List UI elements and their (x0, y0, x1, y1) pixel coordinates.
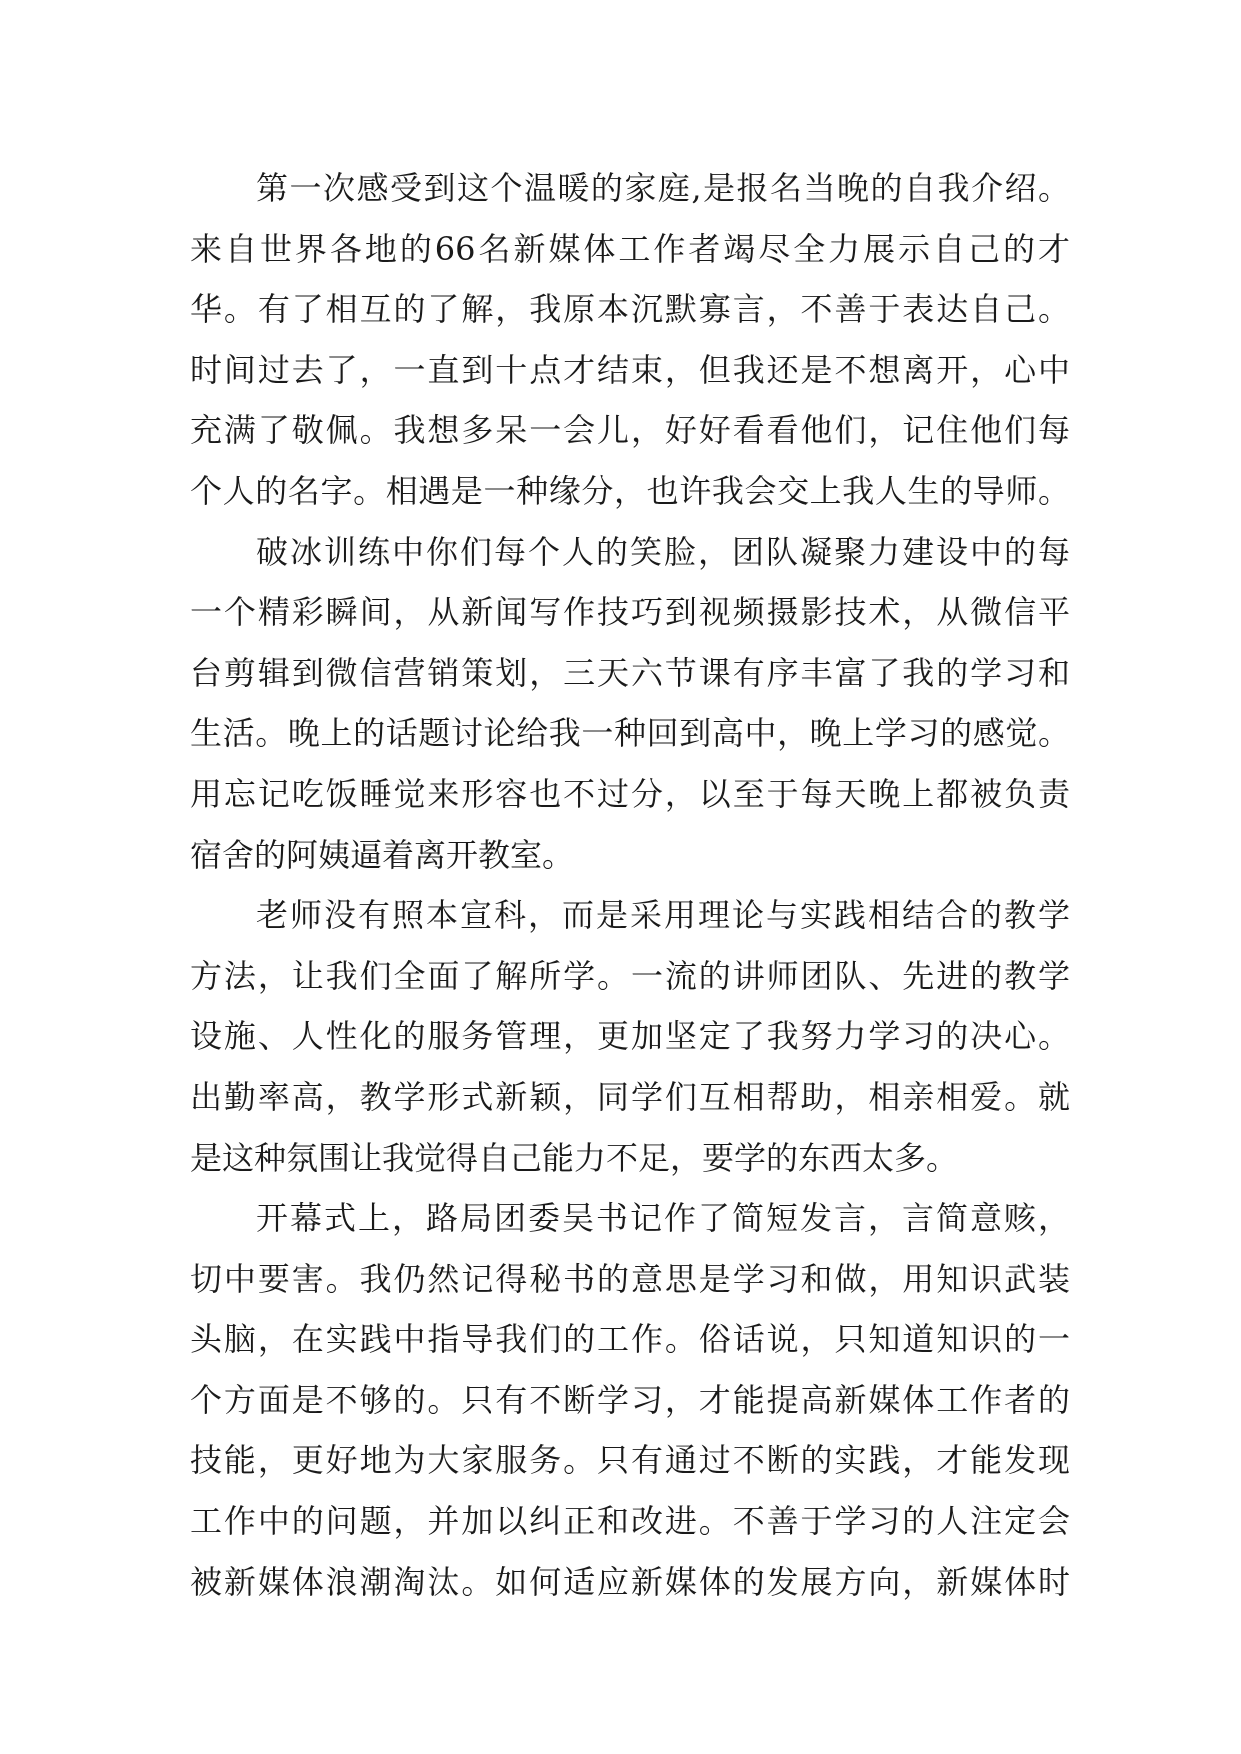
text-line: 破冰训练中你们每个人的笑脸，团队凝聚力建设中的每 (256, 532, 1070, 571)
text-line: 台剪辑到微信营销策划，三天六节课有序丰富了我的学习和 (190, 653, 1070, 692)
text-line: 头脑，在实践中指导我们的工作。俗话说，只知道知识的一 (190, 1320, 1070, 1359)
paragraph-1 (190, 158, 1070, 522)
paragraph-3 (190, 885, 1070, 1188)
document-body (190, 158, 1070, 1612)
text-line: 时间过去了，一直到十点才结束，但我还是不想离开，心中 (190, 350, 1070, 389)
text-line: 被新媒体浪潮淘汰。如何适应新媒体的发展方向，新媒体时 (190, 1562, 1070, 1601)
text-line: 设施、人性化的服务管理，更加坚定了我努力学习的决心。 (190, 1017, 1070, 1056)
text-line: 开幕式上，路局团委吴书记作了简短发言，言简意赅， (256, 1199, 1070, 1238)
text-line: 来自世界各地的66名新媒体工作者竭尽全力展示自己的才 (190, 229, 1070, 268)
text-line: 华。有了相互的了解，我原本沉默寡言，不善于表达自己。 (190, 290, 1070, 329)
text-line: 个人的名字。相遇是一种缘分，也许我会交上我人生的导师。 (190, 471, 1070, 510)
text-line: 用忘记吃饭睡觉来形容也不过分，以至于每天晚上都被负责 (190, 774, 1070, 813)
text-line: 宿舍的阿姨逼着离开教室。 (190, 835, 575, 874)
text-line: 一个精彩瞬间，从新闻写作技巧到视频摄影技术，从微信平 (190, 593, 1070, 632)
text-line: 工作中的问题，并加以纠正和改进。不善于学习的人注定会 (190, 1502, 1070, 1541)
text-line: 切中要害。我仍然记得秘书的意思是学习和做，用知识武装 (190, 1259, 1070, 1298)
text-line: 充满了敬佩。我想多呆一会儿，好好看看他们，记住他们每 (190, 411, 1070, 450)
text-line: 第一次感受到这个温暖的家庭,是报名当晚的自我介绍。 (256, 169, 1070, 207)
text-line: 个方面是不够的。只有不断学习，才能提高新媒体工作者的 (190, 1380, 1070, 1419)
text-line: 技能，更好地为大家服务。只有通过不断的实践，才能发现 (190, 1441, 1070, 1480)
paragraph-4 (190, 1188, 1070, 1612)
text-line: 生活。晚上的话题讨论给我一种回到高中，晚上学习的感觉。 (190, 714, 1070, 753)
text-line: 出勤率高，教学形式新颖，同学们互相帮助，相亲相爱。就 (190, 1077, 1070, 1116)
paragraph-2 (190, 522, 1070, 886)
text-line: 是这种氛围让我觉得自己能力不足，要学的东西太多。 (190, 1138, 959, 1177)
text-line: 老师没有照本宣科，而是采用理论与实践相结合的教学 (256, 896, 1070, 935)
text-line: 方法，让我们全面了解所学。一流的讲师团队、先进的教学 (190, 956, 1070, 995)
